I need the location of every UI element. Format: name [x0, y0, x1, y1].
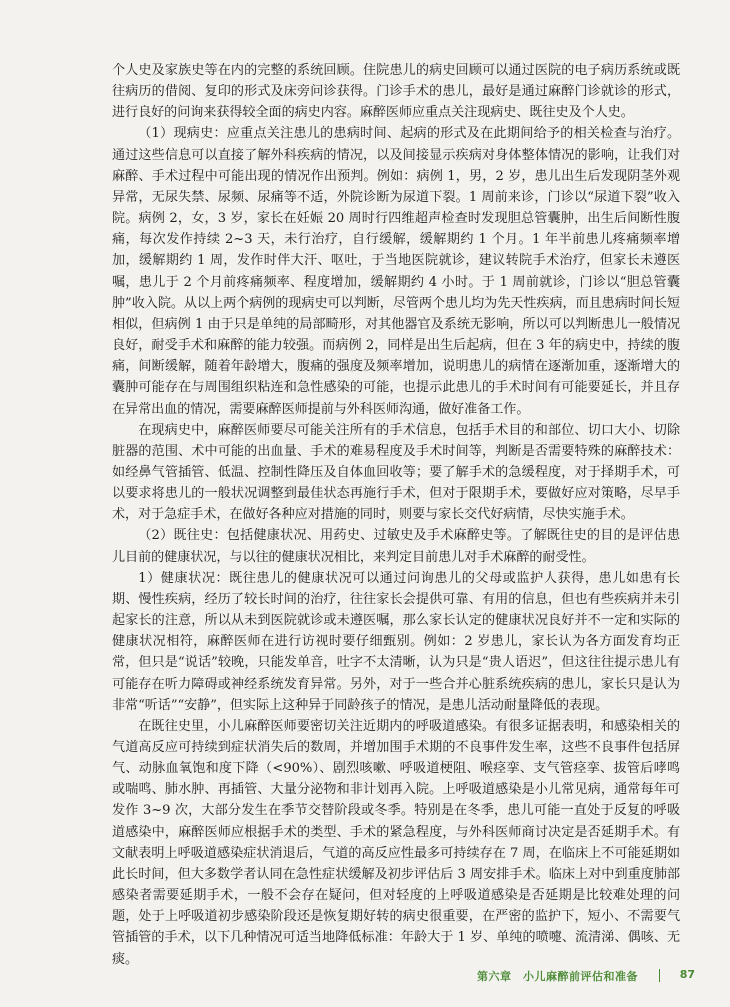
paragraph-intro-continued: 个人史及家族史等在内的完整的系统回顾。住院患儿的病史回顾可以通过医院的电子病历系统或既往病历的借阅、复印的形式及床旁问诊获得。门诊手术的患儿，最好是通过麻醉门诊就诊的形式，进行良好的问询来获得较全面的病史内容。麻醉医师应重点关注现病史、既往史及个人史。	[112, 63, 680, 121]
paragraph-present-illness: （1）现病史：应重点关注患儿的患病时间、起病的形式及在此期间给予的相关检查与治疗。通过这些信息可以直接了解外科疾病的情况，以及间接显示疾病对身体整体情况的影响，让我们对麻醉、手术过程中可能出现的情况作出预判。例如：病例 1，男，2 岁，患儿出生后发现阴茎外观异常，无尿失禁、尿频、尿痛等不适，外院诊断为尿道下裂。1 周前来诊，门诊以“尿道下裂”收入院。病例 2，女，3 岁，家长在妊娠 20 周时行四维超声检查时发现胆总管囊肿，出生后间断性腹痛，每次发作持续 2~3 天，未行治疗，自行缓解，缓解期约 1 个月。1 年半前患儿疼痛频率增加，缓解期约 1 周，发作时伴大汗、呕吐，于当地医院就诊，建议转院手术治疗，但家长未遵医嘱，患儿于 2 个月前疼痛频率、程度增加，缓解期约 4 小时。于 1 周前就诊，门诊以“胆总管囊肿”收入院。从以上两个病例的现病史可以判断，尽管两个患儿均为先天性疾病，而且患病时间长短相似，但病例 1 由于只是单纯的局部畸形，对其他器官及系统无影响，所以可以判断患儿一般情况良好，耐受手术和麻醉的能力较强。而病例 2，同样是出生后起病，但在 3 年的病史中，持续的腹痛，间断缓解，随着年龄增大，腹痛的强度及频率增加，说明患儿的病情在逐渐加重，逐渐增大的囊肿可能存在与周围组织粘连和急性感染的可能，也提示此患儿的手术时间有可能要延长，并且存在异常出血的情况，需要麻醉医师提前与外科医师沟通，做好准备工作。	[112, 126, 680, 417]
page-body	[112, 60, 680, 970]
page-number: 87	[679, 968, 695, 981]
page-footer	[0, 968, 730, 988]
paragraph-surgery-info: 在现病史中，麻醉医师要尽可能关注所有的手术信息，包括手术目的和部位、切口大小、切除脏器的范围、术中可能的出血量、手术的难易程度及手术时间等，判断是否需要特殊的麻醉技术：如经鼻气管插管、低温、控制性降压及自体血回收等；要了解手术的急缓程度，对于择期手术，可以要求将患儿的一般状况调整到最佳状态再施行手术，但对于限期手术，要做好应对策略，尽早手术，对于急症手术，在做好各种应对措施的同时，则要与家长交代好病情，尽快实施手术。	[112, 422, 680, 523]
chapter-title: 第六章 小儿麻醉前评估和准备	[477, 970, 638, 983]
paragraph-past-history: （2）既往史：包括健康状况、用药史、过敏史及手术麻醉史等。了解既往史的目的是评估患儿目前的健康状况，与以往的健康状况相比，来判定目前患儿对手术麻醉的耐受性。	[112, 528, 680, 565]
paragraph-health-status: 1）健康状况：既往患儿的健康状况可以通过问询患儿的父母或监护人获得，患儿如患有长期、慢性疾病，经历了较长时间的治疗，往往家长会提供可靠、有用的信息，但也有些疾病并未引起家长的注意，所以从未到医院就诊或未遵医嘱，那么家长认定的健康状况良好并不一定和实际的健康状况相符，麻醉医师在进行访视时要仔细甄别。例如：2 岁患儿，家长认为各方面发育均正常，但只是“说话”较晚，只能发单音，吐字不太清晰，认为只是“贵人语迟”，但这往往提示患儿有可能存在听力障碍或神经系统发育异常。另外，对于一些合并心脏系统疾病的患儿，家长只是认为非常“听话”“安静”，但实际上这种异于同龄孩子的情况，是患儿活动耐量降低的表现。	[112, 570, 680, 713]
footer-divider	[659, 969, 660, 982]
paragraph-respiratory-infection: 在既往史里，小儿麻醉医师要密切关注近期内的呼吸道感染。有很多证据表明，和感染相关的气道高反应可持续到症状消失后的数周，并增加围手术期的不良事件发生率，这些不良事件包括屏气、动脉血氧饱和度下降（<90%）、剧烈咳嗽、呼吸道梗阻、喉痉挛、支气管痉挛、拔管后哮鸣或喘鸣、肺水肿、再插管、大量分泌物和非计划再入院。上呼吸道感染是小儿常见病，通常每年可发作 3~9 次，大部分发生在季节交替阶段或冬季。特别是在冬季，患儿可能一直处于反复的呼吸道感染中，麻醉医师应根据手术的类型、手术的紧急程度，与外科医师商讨决定是否延期手术。有文献表明上呼吸道感染症状消退后，气道的高反应性最多可持续存在 7 周，在临床上不可能延期如此长时间，但大多数学者认同在急性症状缓解及初步评估后 3 周安排手术。临床上对中到重度肺部感染者需要延期手术，一般不会存在疑问，但对轻度的上呼吸道感染是否延期是比较难处理的问题，处于上呼吸道初步感染阶段还是恢复期好转的病史很重要，在严密的监护下，短小、不需要气管插管的手术，以下几种情况可适当地降低标准：年龄大于 1 岁、单纯的喷嚏、流清涕、偶咳、无痰。	[112, 718, 680, 967]
